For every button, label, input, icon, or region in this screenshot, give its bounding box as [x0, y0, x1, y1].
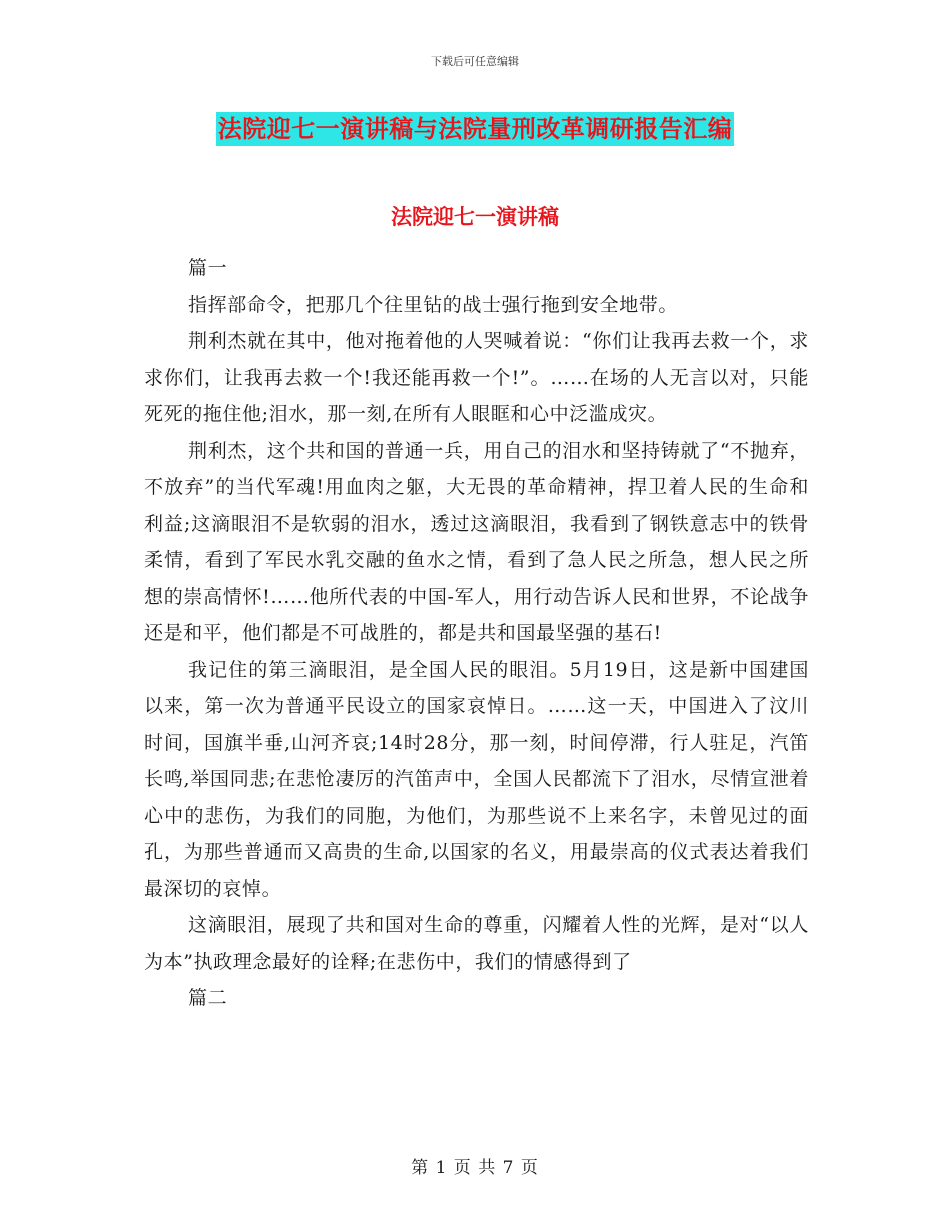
document-title-text: 法院迎七一演讲稿与法院量刑改革调研报告汇编	[216, 112, 735, 146]
paragraph: 我记住的第三滴眼泪，是全国人民的眼泪。5月19日，这是新中国建国以来，第一次为普通平民设立的国家哀悼日。……这一天，中国进入了汶川时间，国旗半垂,山河齐哀;14时28分，那一刻，时间停滞，行人驻足，汽笛长鸣,举国同悲;在悲怆凄厉的汽笛声中，全国人民都流下了泪水，尽情宣泄着心中的悲伤，为我们的同胞，为他们，为那些说不上来名字，未曾见过的面孔，为那些普通而又高贵的生命,以国家的名义，用最崇高的仪式表达着我们最深切的哀悼。	[144, 658, 809, 900]
paragraph: 荆利杰，这个共和国的普通一兵，用自己的泪水和坚持铸就了“不抛弃，不放弃”的当代军魂!用血肉之躯，大无畏的革命精神，捍卫着人民的生命和利益;这滴眼泪不是软弱的泪水，透过这滴眼泪，我看到了钢铁意志中的铁骨柔情，看到了军民水乳交融的鱼水之情，看到了急人民之所急，想人民之所想的崇高情怀!……他所代表的中国-军人，用行动告诉人民和世界，不论战争还是和平，他们都是不可战胜的，都是共和国最坚强的基石!	[144, 439, 809, 644]
document-title	[0, 112, 950, 146]
paragraph: 这滴眼泪，展现了共和国对生命的尊重，闪耀着人性的光辉，是对“以人为本”执政理念最好的诠释;在悲伤中，我们的情感得到了	[144, 914, 809, 973]
page-footer-page-number: 第 1 页 共 7 页	[411, 1158, 539, 1178]
section-title: 法院迎七一演讲稿	[391, 204, 559, 229]
paragraph: 荆利杰就在其中，他对拖着他的人哭喊着说：“你们让我再去救一个，求求你们，让我再去救一个!我还能再救一个!”。……在场的人无言以对，只能死死的拖住他;泪水，那一刻,在所有人眼眶和心中泛滥成灾。	[144, 330, 809, 425]
paragraph: 指挥部命令，把那几个往里钻的战士强行拖到安全地带。	[188, 293, 679, 316]
page-header-note: 下载后可任意编辑	[431, 55, 519, 68]
paragraph-chapter-2: 篇二	[188, 987, 228, 1009]
paragraph-chapter-1: 篇一	[188, 257, 228, 279]
document-body	[144, 250, 809, 1017]
